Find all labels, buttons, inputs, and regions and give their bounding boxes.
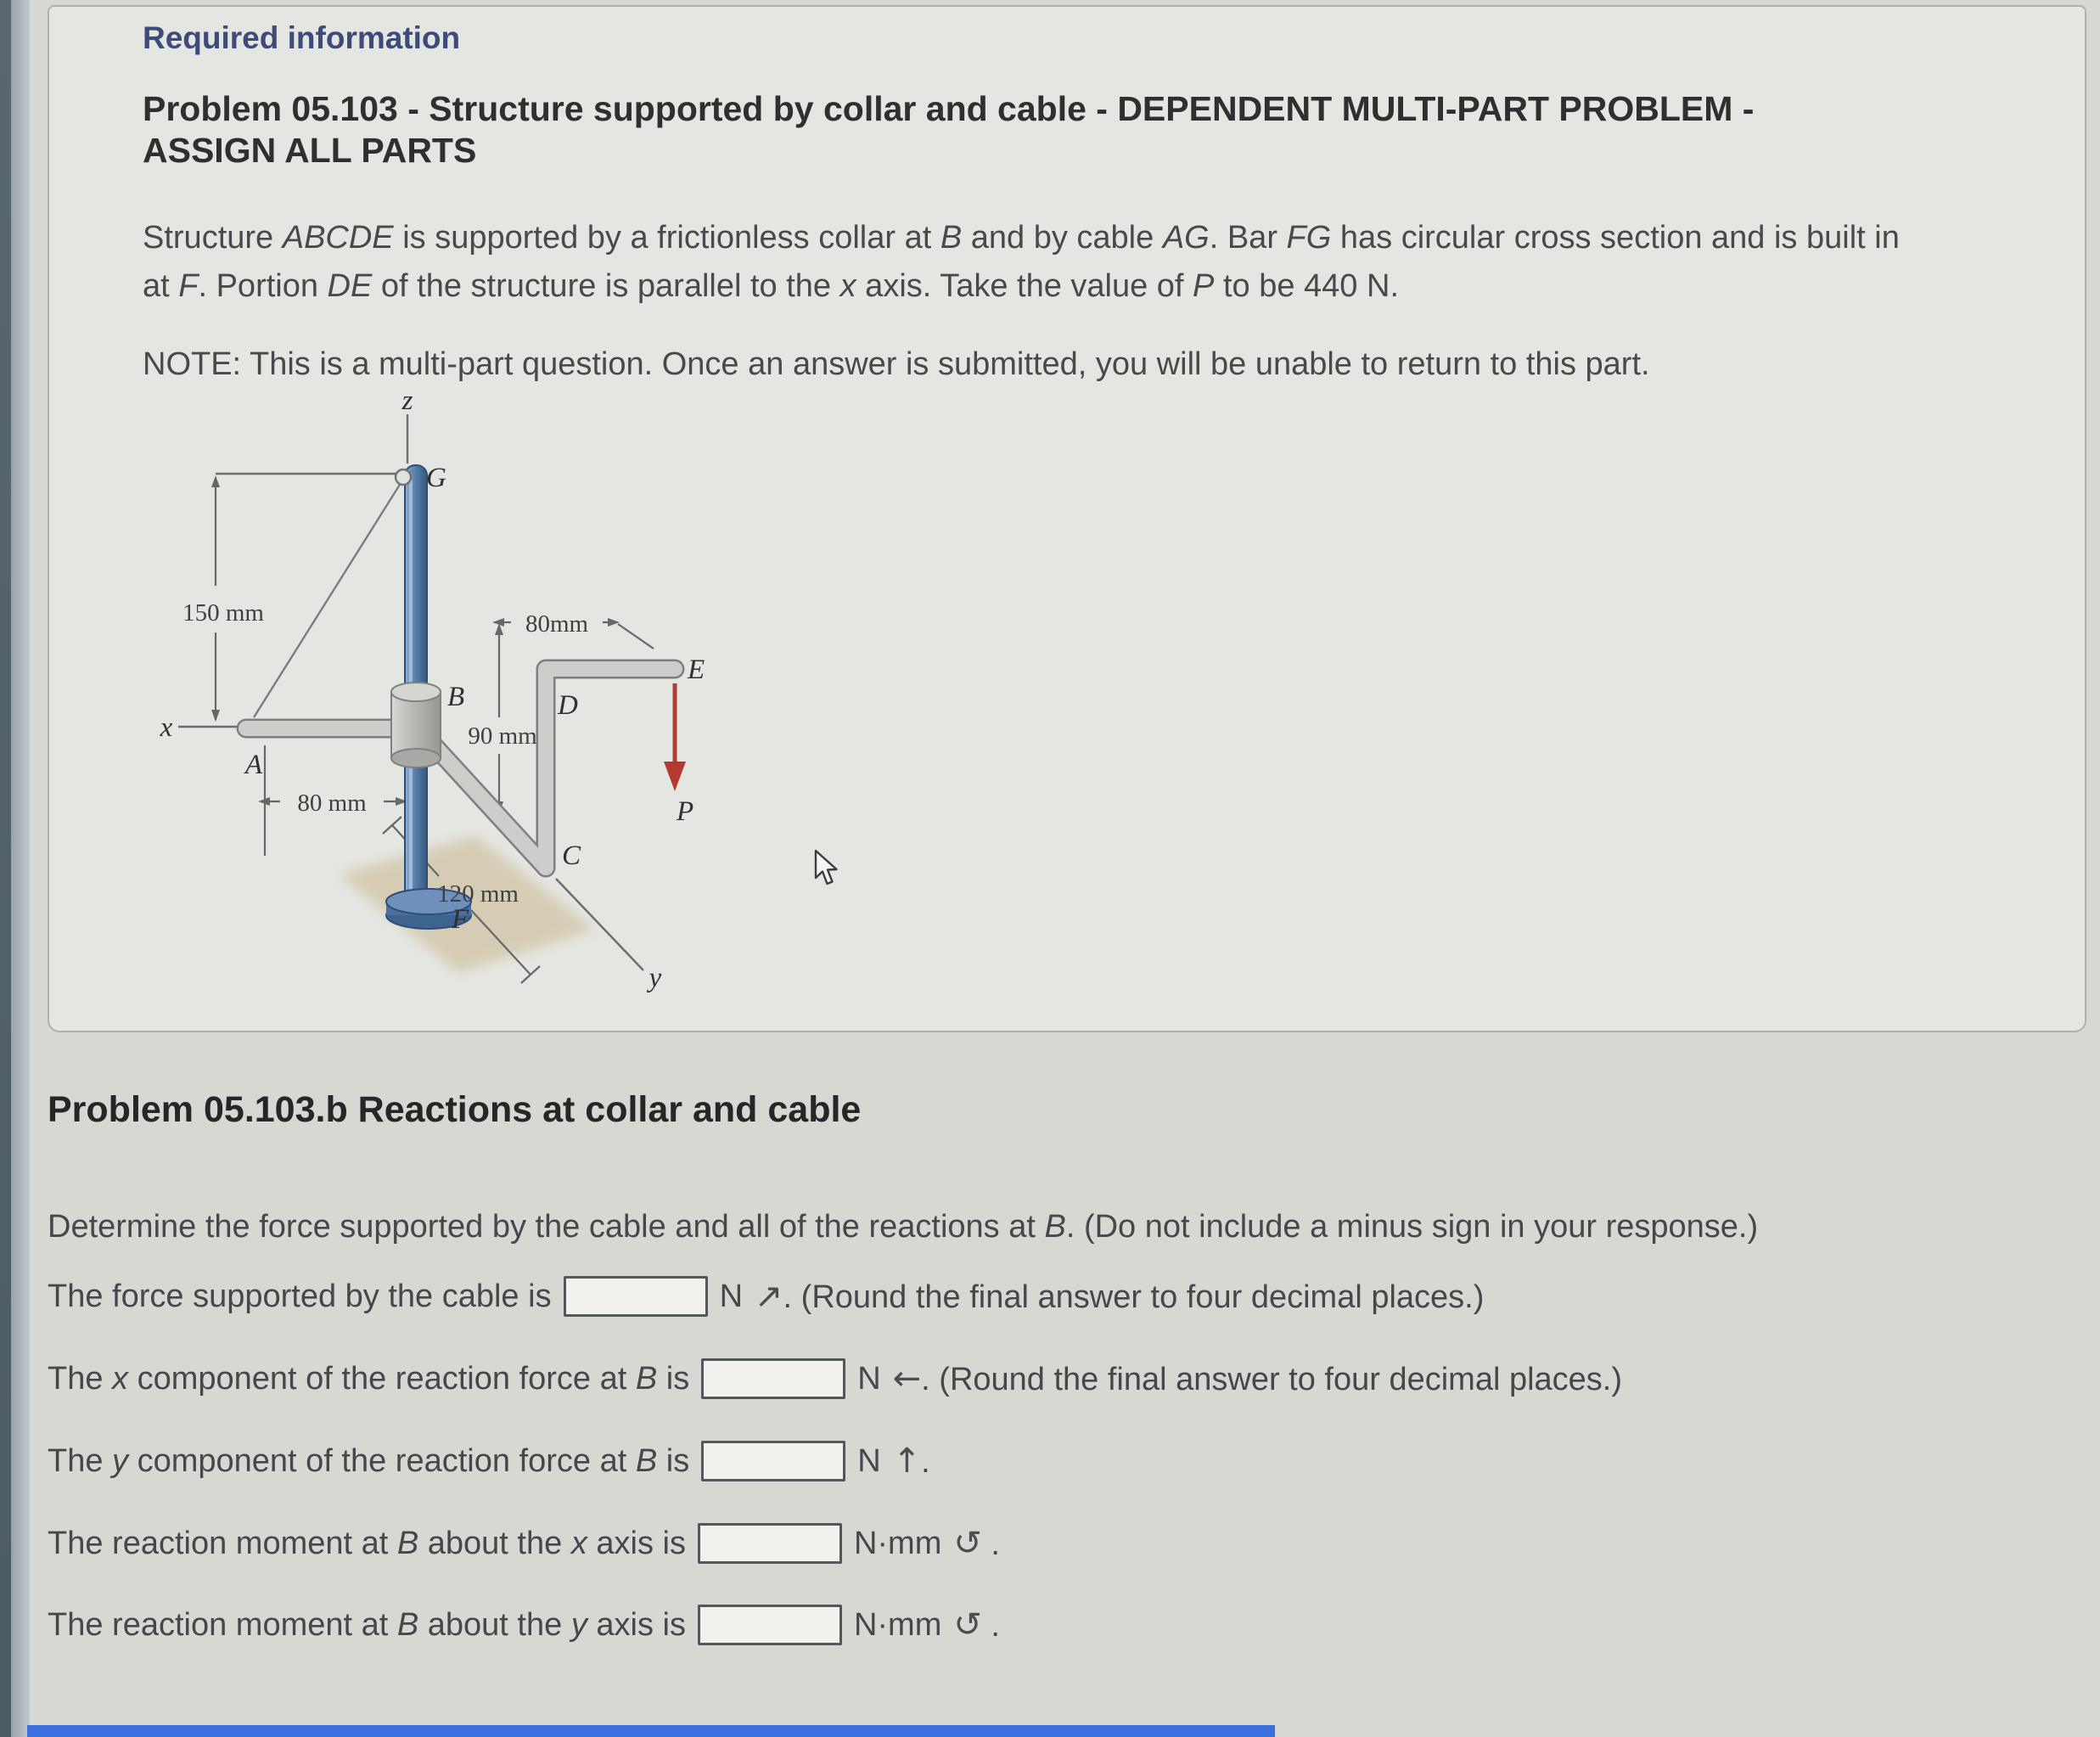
- by-reaction-row: [48, 1438, 930, 1484]
- my-moment-input[interactable]: [698, 1605, 842, 1645]
- point-B-label: B: [447, 682, 465, 712]
- bx-reaction-input[interactable]: [701, 1358, 845, 1399]
- my-moment-label: The reaction moment at B about the y axis is: [48, 1606, 686, 1643]
- collar-B: [391, 683, 441, 767]
- cable-force-suffix: . (Round the final answer to four decimal places.): [783, 1279, 1485, 1315]
- by-reaction-suffix: .: [921, 1444, 930, 1480]
- mouse-cursor: [813, 849, 842, 888]
- counterclockwise-arrow-icon: ↺: [953, 1605, 982, 1644]
- screen-edge-light: [11, 0, 30, 1737]
- mx-moment-input[interactable]: [698, 1523, 842, 1564]
- point-C-label: C: [562, 840, 581, 871]
- required-information-label: Required information: [143, 20, 461, 55]
- cable-force-tail: [755, 1277, 1484, 1316]
- force-P-label: P: [677, 796, 694, 827]
- mx-moment-suffix: .: [981, 1526, 1000, 1562]
- cable-force-label: The force supported by the cable is: [48, 1278, 552, 1314]
- up-arrow-icon: ↑: [892, 1442, 922, 1481]
- by-reaction-input[interactable]: [701, 1441, 845, 1481]
- by-reaction-tail: [893, 1442, 930, 1481]
- mx-moment-unit: N·mm: [853, 1525, 942, 1561]
- point-E-label: E: [688, 655, 705, 685]
- my-moment-unit: N·mm: [853, 1606, 942, 1643]
- dim-90mm: 90 mm: [468, 722, 537, 750]
- axis-y-label: y: [649, 963, 662, 993]
- problem-description-line-1: Structure ABCDE is supported by a frictionless collar at B and by cable AG. Bar FG has circular cross section and is built in: [143, 220, 1900, 256]
- cable-ring-G: [396, 469, 411, 485]
- bx-reaction-row: [48, 1356, 1622, 1402]
- bx-reaction-tail: [893, 1359, 1622, 1398]
- dim-150mm: 150 mm: [182, 599, 264, 627]
- by-reaction-unit: N: [857, 1442, 881, 1479]
- axis-x-label: x: [160, 712, 173, 743]
- mx-moment-label: The reaction moment at B about the x axis is: [48, 1525, 686, 1561]
- cable-force-row: [48, 1273, 1484, 1319]
- bx-reaction-suffix: . (Round the final answer to four decimal places.): [921, 1362, 1623, 1397]
- taskbar-strip: [27, 1725, 1275, 1737]
- screen-edge-dark: [0, 0, 11, 1737]
- bx-reaction-unit: N: [857, 1360, 881, 1397]
- note-text: NOTE: This is a multi-part question. Once an answer is submitted, you will be unable to return to this part.: [143, 346, 1650, 382]
- my-moment-tail: [953, 1605, 1000, 1644]
- problem-title-line-1: Problem 05.103 - Structure supported by collar and cable - DEPENDENT MULTI-PART PROBLEM -: [143, 89, 1755, 128]
- point-D-label: D: [558, 690, 578, 721]
- dim-80mm-lower: 80 mm: [297, 790, 367, 817]
- cable-force-input[interactable]: [564, 1276, 708, 1317]
- point-F-label: F: [452, 904, 469, 935]
- question-text: Determine the force supported by the cable and all of the reactions at B. (Do not include a minus sign in your response.): [48, 1209, 1759, 1245]
- section-heading: Problem 05.103.b Reactions at collar and cable: [48, 1089, 862, 1130]
- bx-reaction-label: The x component of the reaction force at B is: [48, 1360, 690, 1397]
- left-arrow-icon: ←: [892, 1359, 922, 1398]
- my-moment-row: [48, 1602, 1000, 1648]
- problem-title-line-2: ASSIGN ALL PARTS: [143, 131, 477, 171]
- force-P-arrow: [664, 683, 686, 791]
- counterclockwise-arrow-icon: ↺: [953, 1524, 982, 1563]
- point-A-label: A: [244, 750, 263, 780]
- mx-moment-row: [48, 1521, 1000, 1566]
- mx-moment-tail: [953, 1524, 1000, 1563]
- structure-diagram: [127, 382, 891, 993]
- up-right-arrow-icon: ↗: [755, 1277, 783, 1316]
- point-G-label: G: [426, 463, 446, 493]
- problem-title: [143, 88, 2061, 171]
- axis-z-label: z: [401, 385, 413, 416]
- problem-description-line-2: at F. Portion DE of the structure is parallel to the x axis. Take the value of P to be 440 N.: [143, 268, 1399, 304]
- cable-AG: [254, 481, 402, 717]
- dim-120mm: 120 mm: [437, 880, 519, 908]
- by-reaction-label: The y component of the reaction force at B is: [48, 1442, 690, 1479]
- cable-force-unit: N: [719, 1278, 744, 1314]
- dim-80mm-top: 80mm: [525, 610, 589, 638]
- my-moment-suffix: .: [981, 1608, 1000, 1644]
- problem-description: [143, 214, 2100, 311]
